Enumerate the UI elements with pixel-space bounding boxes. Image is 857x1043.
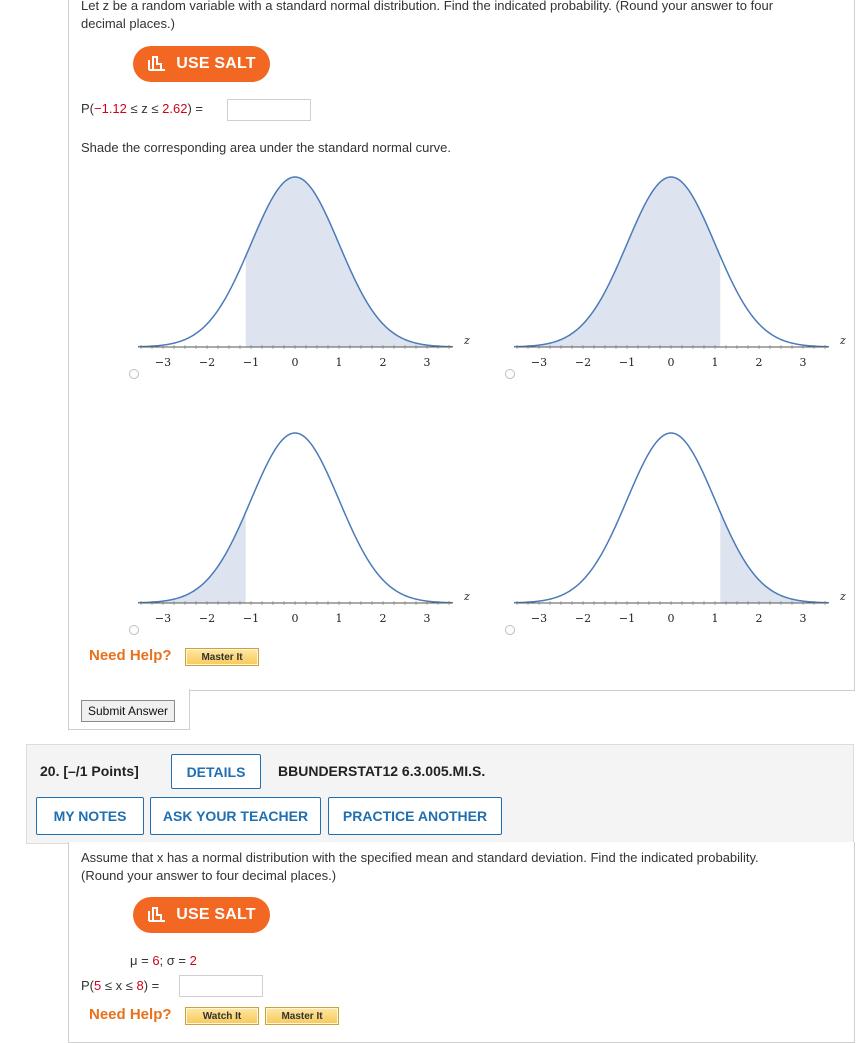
tick-label: −2 bbox=[574, 612, 592, 625]
answer-input-20[interactable] bbox=[179, 975, 263, 997]
prob-mid: ≤ x ≤ bbox=[101, 978, 137, 993]
watch-it-button[interactable]: Watch It bbox=[185, 1007, 259, 1025]
tick-label: 3 bbox=[423, 356, 431, 369]
mu-value: 6 bbox=[152, 953, 160, 968]
axis-variable-label: z bbox=[464, 590, 470, 603]
tick-label: 1 bbox=[711, 356, 719, 369]
normal-curve bbox=[138, 433, 453, 603]
salt-icon bbox=[147, 56, 167, 72]
my-notes-button[interactable]: MY NOTES bbox=[36, 797, 144, 835]
points-label: [–/1 Points] bbox=[63, 763, 139, 779]
submit-answer-button[interactable]: Submit Answer bbox=[81, 700, 175, 722]
axis-variable-label: z bbox=[464, 334, 470, 347]
tick-label: 0 bbox=[667, 612, 675, 625]
tick-label: 2 bbox=[379, 612, 387, 625]
question-19-prompt bbox=[81, 0, 841, 33]
tick-label: 1 bbox=[335, 356, 343, 369]
tick-label: 0 bbox=[667, 356, 675, 369]
ask-your-teacher-button[interactable]: ASK YOUR TEACHER bbox=[150, 797, 321, 835]
use-salt-label: USE SALT bbox=[176, 55, 256, 72]
probability-expression bbox=[81, 100, 203, 118]
tick-label: 2 bbox=[755, 356, 763, 369]
tick-label: 1 bbox=[335, 612, 343, 625]
probability-expression-20 bbox=[81, 977, 159, 995]
master-it-button-20[interactable]: Master It bbox=[265, 1007, 339, 1025]
prob-prefix: P( bbox=[81, 101, 94, 116]
tick-label: −1 bbox=[242, 356, 260, 369]
graph-option-a[interactable] bbox=[138, 160, 478, 375]
prompt-line-1: Let z be a random variable with a standard normal distribution. Find the indicated probability. (Round your answer to four bbox=[81, 0, 774, 13]
axis-variable-label: z bbox=[840, 334, 846, 347]
tick-label: 3 bbox=[799, 356, 807, 369]
question-20-prompt bbox=[81, 849, 841, 885]
tick-label: −1 bbox=[618, 356, 636, 369]
tick-label: 3 bbox=[799, 612, 807, 625]
prob-suffix: ) = bbox=[143, 978, 160, 993]
tick-label: −2 bbox=[574, 356, 592, 369]
tick-label: −3 bbox=[154, 356, 172, 369]
question-20-title bbox=[40, 763, 139, 779]
tick-label: −3 bbox=[530, 356, 548, 369]
need-help-label: Need Help? bbox=[89, 647, 172, 664]
sigma-value: 2 bbox=[189, 953, 197, 968]
tick-label: 0 bbox=[291, 356, 299, 369]
shaded-area bbox=[246, 177, 454, 347]
tick-label: 1 bbox=[711, 612, 719, 625]
use-salt-button[interactable] bbox=[133, 46, 270, 82]
mu-sigma-given bbox=[130, 952, 197, 970]
tick-label: −3 bbox=[530, 612, 548, 625]
graph-option-c[interactable] bbox=[138, 416, 478, 631]
prob-suffix: ) = bbox=[187, 101, 203, 116]
tick-label: −1 bbox=[618, 612, 636, 625]
salt-icon bbox=[147, 907, 167, 923]
prob-prefix: P( bbox=[81, 978, 94, 993]
tick-label: 0 bbox=[291, 612, 299, 625]
need-help-label-20: Need Help? bbox=[89, 1006, 172, 1023]
mu-label: μ = bbox=[130, 953, 153, 968]
tick-label: −2 bbox=[198, 356, 216, 369]
question-number: 20. bbox=[40, 763, 60, 779]
shade-instruction: Shade the corresponding area under the standard normal curve. bbox=[81, 140, 452, 155]
sep: ; bbox=[159, 953, 167, 968]
axis-variable-label: z bbox=[840, 590, 846, 603]
details-button[interactable]: DETAILS bbox=[171, 754, 261, 789]
answer-input[interactable] bbox=[227, 99, 311, 121]
use-salt-button-20[interactable] bbox=[133, 897, 270, 933]
prompt-20-line-1: Assume that x has a normal distribution with the specified mean and standard deviation. Find the indicated probability. bbox=[81, 850, 759, 865]
question-code: BBUNDERSTAT12 6.3.005.MI.S. bbox=[278, 763, 486, 779]
tick-label: −2 bbox=[198, 612, 216, 625]
prob-upper: 2.62 bbox=[162, 101, 188, 116]
sigma-label: σ = bbox=[166, 953, 190, 968]
tick-label: 2 bbox=[379, 356, 387, 369]
shaded-area bbox=[514, 177, 720, 347]
master-it-button[interactable]: Master It bbox=[185, 648, 259, 666]
tick-label: −3 bbox=[154, 612, 172, 625]
prob-mid: ≤ z ≤ bbox=[126, 101, 163, 116]
tick-label: 3 bbox=[423, 612, 431, 625]
prompt-line-2: decimal places.) bbox=[81, 16, 175, 31]
graph-option-d[interactable] bbox=[514, 416, 854, 631]
normal-curve bbox=[514, 433, 829, 603]
shaded-area bbox=[138, 512, 246, 603]
use-salt-label: USE SALT bbox=[176, 906, 256, 923]
tick-label: 2 bbox=[755, 612, 763, 625]
graph-option-b[interactable] bbox=[514, 160, 854, 375]
prob-lower: −1.12 bbox=[94, 101, 127, 116]
prob-upper: 8 bbox=[136, 978, 144, 993]
prob-lower: 5 bbox=[94, 978, 102, 993]
practice-another-button[interactable]: PRACTICE ANOTHER bbox=[328, 797, 502, 835]
tick-label: −1 bbox=[242, 612, 260, 625]
prompt-20-line-2: (Round your answer to four decimal places.) bbox=[81, 868, 337, 883]
shaded-area bbox=[720, 512, 829, 603]
